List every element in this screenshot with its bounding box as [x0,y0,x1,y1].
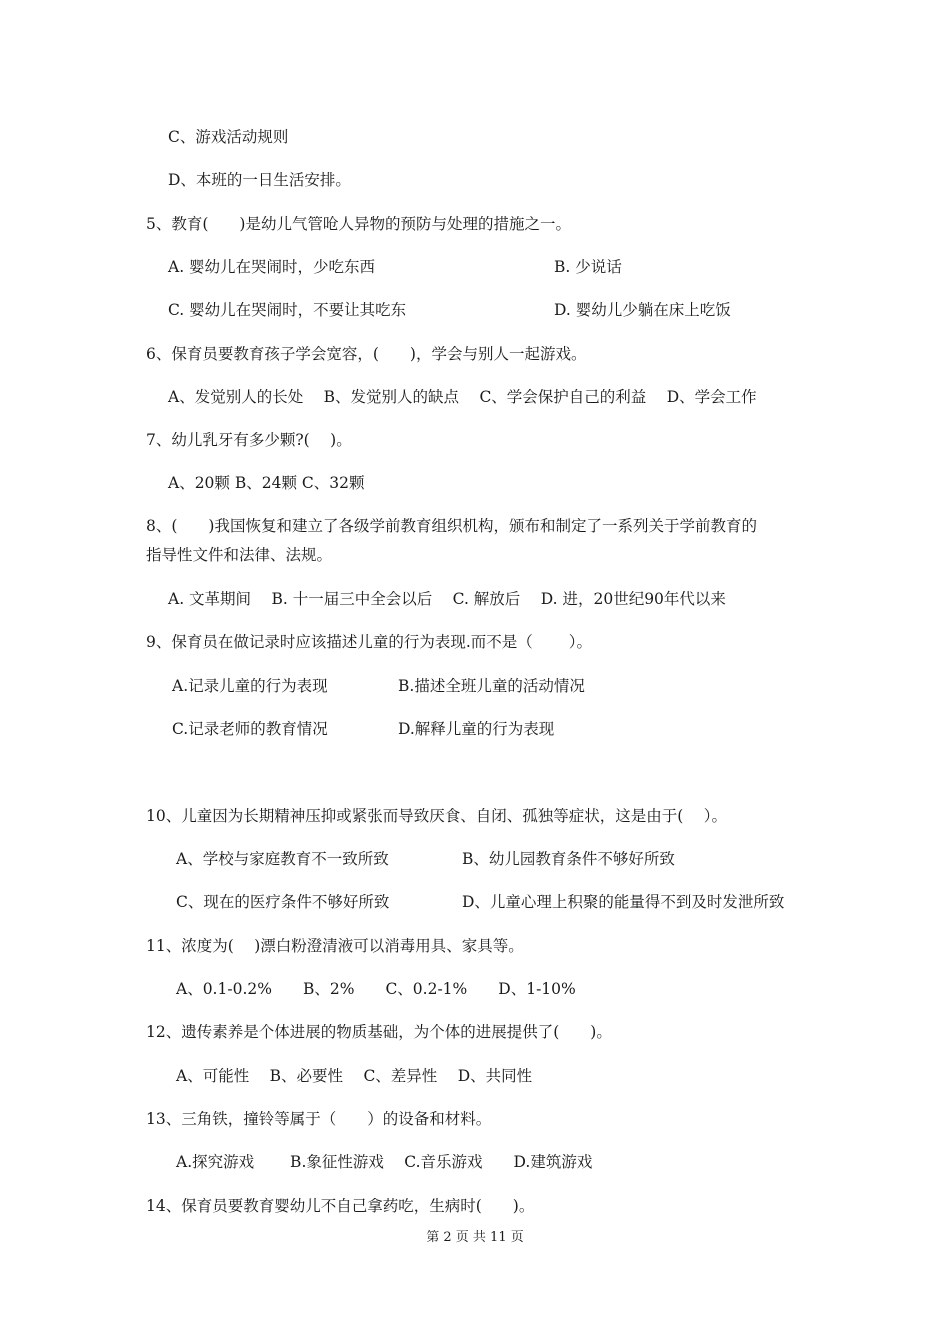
q7-options: A、20颗 B、24颗 C、32颗 [168,474,365,492]
question-8-line-1: 8、( )我国恢复和建立了各级学前教育组织机构，颁布和制定了一系列关于学前教育的 [146,517,757,535]
q9-option-a: A.记录儿童的行为表现 [172,677,328,695]
q6-options: A、发觉别人的长处 B、发觉别人的缺点 C、学会保护自己的利益 D、学会工作 [168,388,757,406]
question-5: 5、教育( )是幼儿气管呛人异物的预防与处理的措施之一。 [146,215,571,233]
q10-option-d: D、儿童心理上积聚的能量得不到及时发泄所致 [462,893,785,911]
question-11: 11、浓度为( )漂白粉澄清液可以消毒用具、家具等。 [146,937,524,955]
option-c-text: C、游戏活动规则 [168,128,289,146]
question-10: 10、儿童因为长期精神压抑或紧张而导致厌食、自闭、孤独等症状，这是由于( ）。 [146,807,727,825]
page-footer: 第 2 页 共 11 页 [426,1230,524,1245]
q9-option-d: D.解释儿童的行为表现 [398,720,555,738]
question-7: 7、幼儿乳牙有多少颗?( )。 [146,431,352,449]
q13-options: A.探究游戏 B.象征性游戏 C.音乐游戏 D.建筑游戏 [176,1153,593,1171]
question-8-line-2: 指导性文件和法律、法规。 [146,546,333,564]
q8-options: A. 文革期间 B. 十一届三中全会以后 C. 解放后 D. 进，20世纪90年代以来 [168,590,726,608]
q11-options: A、0.1-0.2% B、2% C、0.2-1% D、1-10% [176,980,576,998]
question-6: 6、保育员要教育孩子学会宽容，( )，学会与别人一起游戏。 [146,345,587,363]
question-9: 9、保育员在做记录时应该描述儿童的行为表现.而不是（ ）。 [146,633,592,651]
question-13: 13、三角铁，撞铃等属于（ ）的设备和材料。 [146,1110,492,1128]
q9-option-c: C.记录老师的教育情况 [172,720,328,738]
q5-option-c: C. 婴幼儿在哭闹时，不要让其吃东 [168,301,407,319]
option-d-text: D、本班的一日生活安排。 [168,171,351,189]
q9-option-b: B.描述全班儿童的活动情况 [398,677,585,695]
q10-option-b: B、幼儿园教育条件不够好所致 [462,850,675,868]
question-14: 14、保育员要教育婴幼儿不自己拿药吃，生病时( )。 [146,1197,535,1215]
q5-option-a: A. 婴幼儿在哭闹时，少吃东西 [168,258,376,276]
question-12: 12、遗传素养是个体进展的物质基础，为个体的进展提供了( )。 [146,1023,612,1041]
q5-option-d: D. 婴幼儿少躺在床上吃饭 [554,301,731,319]
q10-option-a: A、学校与家庭教育不一致所致 [176,850,389,868]
q12-options: A、可能性 B、必要性 C、差异性 D、共同性 [176,1067,533,1085]
q10-option-c: C、现在的医疗条件不够好所致 [176,893,390,911]
q5-option-b: B. 少说话 [554,258,622,276]
